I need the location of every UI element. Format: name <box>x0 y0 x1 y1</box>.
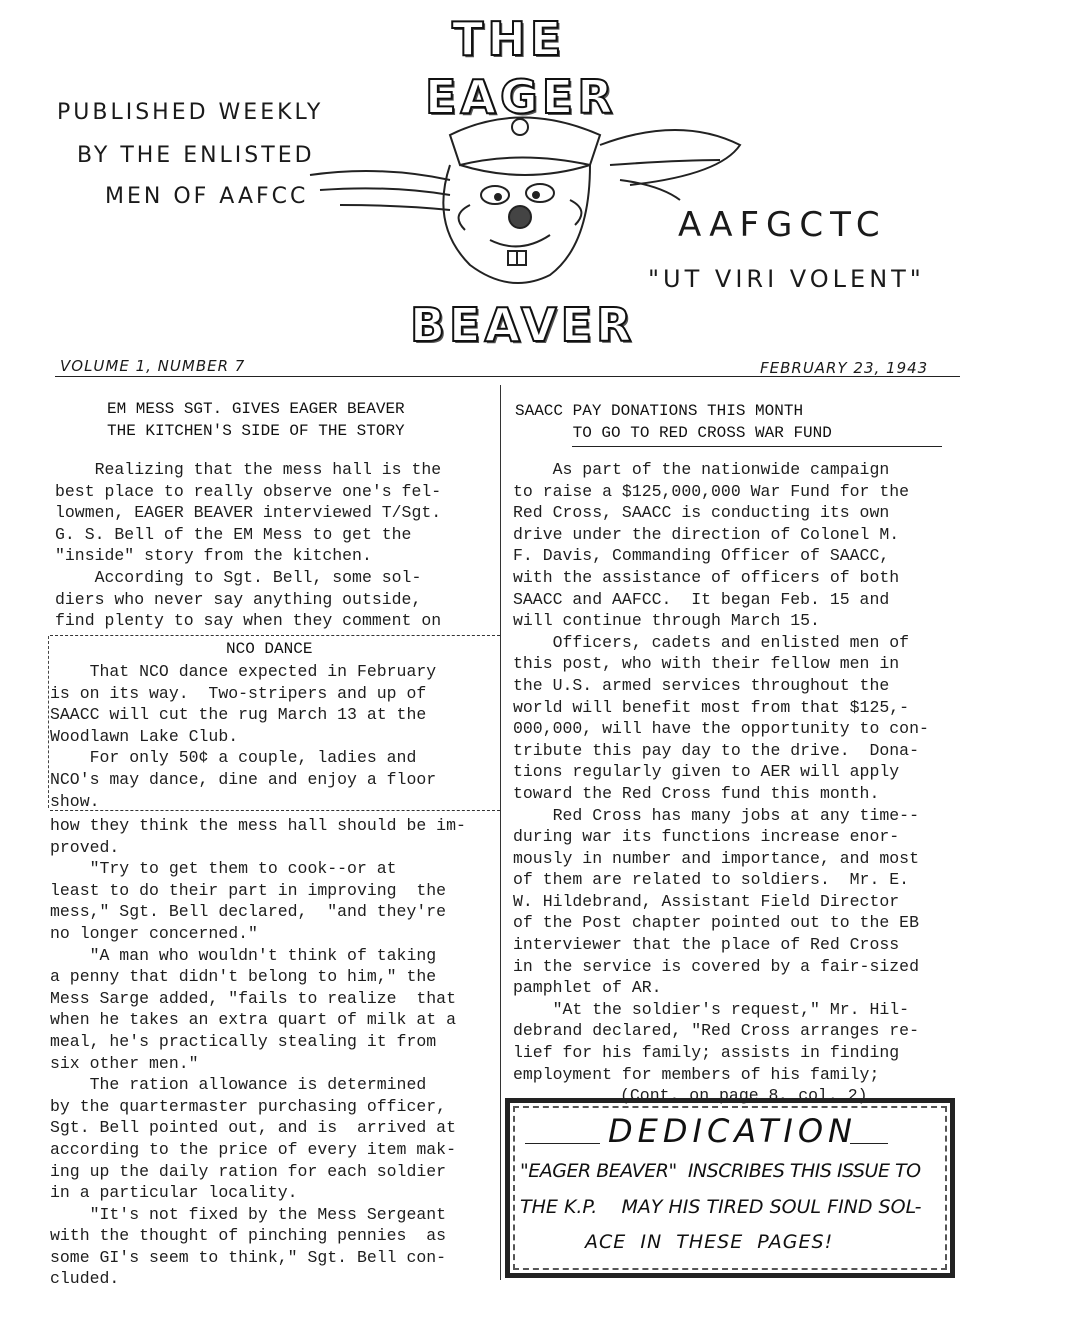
text-line: with the thought of pinching pennies as <box>50 1226 447 1246</box>
left-article-body-bottom <box>50 815 466 1290</box>
text-line: lowmen, EAGER BEAVER interviewed T/Sgt. <box>55 503 442 523</box>
text-line: Mess Sarge added, "fails to realize that <box>50 988 456 1008</box>
motto: "UT VIRI VOLENT" <box>648 265 925 293</box>
right-headline-line-2: TO GO TO RED CROSS WAR FUND <box>515 424 832 442</box>
text-line: how they think the mess hall should be im- <box>50 816 466 835</box>
masthead-title-eager: EAGER <box>425 70 617 124</box>
text-line: a penny that didn't belong to him," the <box>50 967 437 987</box>
column-divider <box>500 385 501 1280</box>
left-headline-line-1: EM MESS SGT. GIVES EAGER BEAVER <box>107 400 405 418</box>
dedication-title-rule-left <box>525 1143 600 1144</box>
text-line: find plenty to say when they comment on <box>55 611 442 631</box>
text-line: Woodlawn Lake Club. <box>50 726 239 746</box>
issue-date: FEBRUARY 23, 1943 <box>760 359 929 377</box>
text-line: Officers, cadets and enlisted men of <box>513 632 910 652</box>
text-line: According to Sgt. Bell, some sol- <box>55 567 422 587</box>
text-line: Red Cross, SAACC is conducting its own <box>513 503 890 523</box>
text-line: toward the Red Cross fund this month. <box>513 783 880 803</box>
text-line: pamphlet of AR. <box>513 978 662 998</box>
text-line: "At the soldier's request," Mr. Hil- <box>513 999 910 1019</box>
text-line: diers who never say anything outside, <box>55 589 422 609</box>
text-line: proved. <box>50 837 120 857</box>
left-article-body-top <box>55 459 441 632</box>
text-line: SAACC will cut the rug March 13 at the <box>50 705 427 725</box>
nco-box-body <box>50 661 436 812</box>
text-line: is on its way. Two-stripers and up of <box>50 683 427 703</box>
text-line: mously in number and importance, and most <box>513 848 919 868</box>
volume-number: VOLUME 1, NUMBER 7 <box>60 357 246 375</box>
nco-box-left-rule <box>48 636 49 808</box>
text-line: F. Davis, Commanding Officer of SAACC, <box>513 546 890 566</box>
left-headline-line-2: THE KITCHEN'S SIDE OF THE STORY <box>107 422 405 440</box>
continued-text: (Cont. on page 8, col. 2) <box>620 1086 868 1105</box>
text-line: lief for his family; assists in finding <box>513 1043 900 1063</box>
masthead-title-the: THE <box>452 12 566 66</box>
dedication-title: DEDICATION <box>608 1112 857 1150</box>
text-line: during war its functions increase enor- <box>513 827 900 847</box>
text-line: "A man who wouldn't think of taking <box>50 945 437 965</box>
text-line: in a particular locality. <box>50 1183 298 1203</box>
right-article-body <box>513 459 929 1085</box>
text-line: six other men." <box>50 1053 199 1073</box>
text-line: SAACC and AAFCC. It began Feb. 15 and <box>513 589 890 609</box>
nco-headline: NCO DANCE <box>226 640 313 658</box>
text-line: some GI's seem to think," Sgt. Bell con- <box>50 1247 447 1267</box>
text-line: in the service is covered by a fair-sized <box>513 956 919 976</box>
text-line: tions regularly given to AER will apply <box>513 762 900 782</box>
header-rule <box>55 376 960 377</box>
text-line: this post, who with their fellow men in <box>513 654 900 674</box>
dedication-line-2: THE K.P. MAY HIS TIRED SOUL FIND SOL- <box>520 1196 922 1218</box>
text-line: Red Cross has many jobs at any time-- <box>513 805 919 825</box>
text-line: will continue through March 15. <box>513 611 820 631</box>
text-line: no longer concerned." <box>50 923 258 943</box>
text-line: according to the price of every item mak- <box>50 1139 456 1159</box>
text-line: show. <box>50 791 100 811</box>
text-line: As part of the nationwide campaign <box>513 460 890 479</box>
text-line: cluded. <box>50 1269 120 1289</box>
text-line: "inside" story from the kitchen. <box>55 546 372 566</box>
text-line: W. Hildebrand, Assistant Field Director <box>513 891 900 911</box>
publisher-line-3: MEN OF AAFCC <box>105 184 309 209</box>
unit-name: AAFGCTC <box>678 205 887 245</box>
text-line: with the assistance of officers of both <box>513 567 900 587</box>
text-line: Realizing that the mess hall is the <box>55 460 442 479</box>
text-line: world will benefit most from that $125,- <box>513 697 910 717</box>
dedication-line-1: "EAGER BEAVER" INSCRIBES THIS ISSUE TO <box>520 1160 921 1182</box>
text-line: 000,000, will have the opportunity to con- <box>513 719 929 739</box>
text-line: "It's not fixed by the Mess Sergeant <box>50 1204 447 1224</box>
text-line: least to do their part in improving the <box>50 880 447 900</box>
text-line: when he takes an extra quart of milk at a <box>50 1010 456 1030</box>
dedication-line-3: ACE IN THESE PAGES! <box>585 1231 834 1253</box>
text-line: Sgt. Bell pointed out, and is arrived at <box>50 1118 456 1138</box>
text-line: The ration allowance is determined <box>50 1075 427 1095</box>
text-line: of them are related to soldiers. Mr. E. <box>513 870 910 890</box>
text-line: interviewer that the place of Red Cross <box>513 935 900 955</box>
text-line: G. S. Bell of the EM Mess to get the <box>55 524 412 544</box>
text-line: NCO's may dance, dine and enjoy a floor <box>50 769 437 789</box>
text-line: the U.S. armed services throughout the <box>513 675 890 695</box>
publisher-line-1: PUBLISHED WEEKLY <box>57 100 324 125</box>
text-line: by the quartermaster purchasing officer, <box>50 1096 447 1116</box>
text-line: "Try to get them to cook--or at <box>50 859 397 879</box>
text-line: That NCO dance expected in February <box>50 662 437 681</box>
nco-box-bottom-rule <box>50 810 500 811</box>
text-line: best place to really observe one's fel- <box>55 481 442 501</box>
masthead-title-beaver: BEAVER <box>410 298 636 352</box>
text-line: tribute this pay day to the drive. Dona- <box>513 740 919 760</box>
text-line: to raise a $125,000,000 War Fund for the <box>513 481 910 501</box>
text-line: meal, he's practically stealing it from <box>50 1031 437 1051</box>
text-line: of the Post chapter pointed out to the EB <box>513 913 919 933</box>
right-headline-underline <box>572 446 942 447</box>
publisher-line-2: BY THE ENLISTED <box>77 143 315 168</box>
text-line: ing up the daily ration for each soldier <box>50 1161 447 1181</box>
nco-box-top-rule <box>50 635 500 636</box>
text-line: drive under the direction of Colonel M. <box>513 524 900 544</box>
dedication-title-rule-right <box>850 1143 888 1144</box>
text-line: For only 50¢ a couple, ladies and <box>50 748 417 768</box>
text-line: employment for members of his family; <box>513 1064 880 1084</box>
text-line: debrand declared, "Red Cross arranges re- <box>513 1021 919 1041</box>
text-line: mess," Sgt. Bell declared, "and they're <box>50 902 447 922</box>
right-headline-line-1: SAACC PAY DONATIONS THIS MONTH <box>515 402 804 420</box>
